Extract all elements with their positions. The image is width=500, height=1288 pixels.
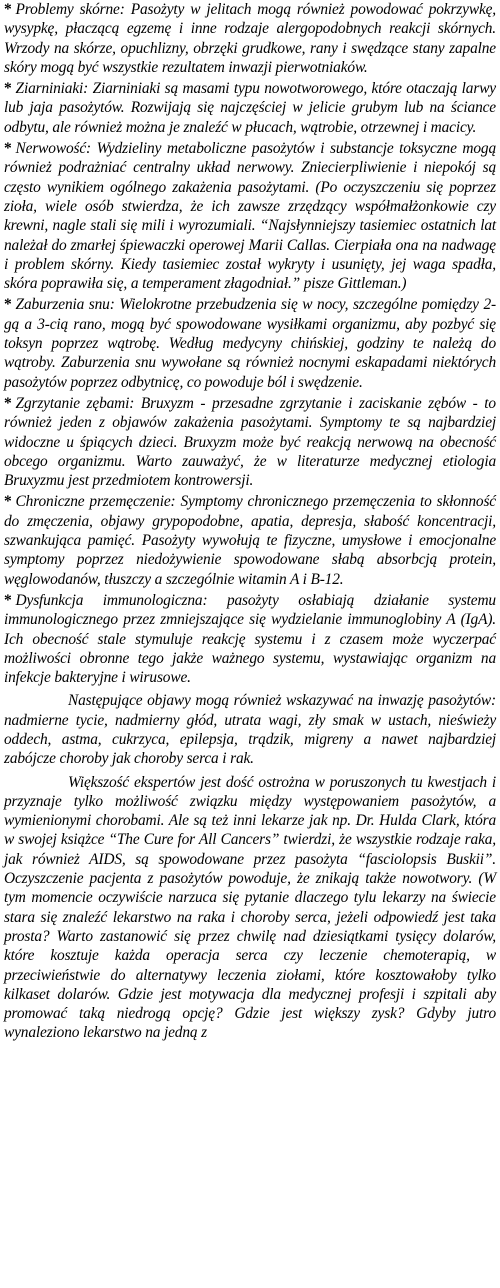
list-item-skin-problems: [4, 0, 496, 77]
item-text: pasożyty osłabiają działanie systemu immunologicznego przez zmniejszające się wydzielanie immunoglobiny A (IgA). Ich obecność stale stymuluje reakcję systemu i z czasem może wyczerpać możliwości obronne tego jakże ważnego systemu, wystawiając organizm na infekcje bakteryjne i wirusowe.: [4, 591, 496, 687]
item-title: Problemy skórne:: [15, 1, 125, 18]
bullet: *: [4, 1, 12, 18]
item-text: Wielokrotne przebudzenia się w nocy, szczególne pomiędzy 2-gą a 3-cią rano, mogą być spowodowane wysiłkami organizmu, aby pozbyć się toksyn poprzez wątrobę. Według medycyny chińskiej, godziny te należą do wątroby. Zaburzenia snu wywołane są również nocnymi eskapadami niektórych pasożytów poprzez odbytnicę, co powoduje ból i swędzenie.: [4, 296, 496, 391]
list-item-nervousness: [4, 139, 496, 293]
item-title: Chroniczne przemęczenie:: [15, 493, 176, 511]
document-page: [4, 0, 496, 1047]
item-title: Dysfunkcja immunologiczna:: [15, 591, 208, 609]
list-item-teeth-grinding: [4, 394, 496, 490]
bullet: *: [4, 591, 12, 609]
item-text: Bruxyzm - przesadne zgrzytanie i zaciskanie zębów - to również jeden z objawów zakażenia pasożytami. Symptomy te są najbardziej widoczne u śpiących dzieci. Bruxyzm może być reakcją nerwową na obecność obcego organizmu. Warto zauważyć, że w literaturze medycznej etiologia Bruxyzmu jest przedmiotem kontrowersji.: [4, 394, 496, 490]
item-title: Nerwowość:: [15, 140, 92, 158]
item-title: Zaburzenia snu:: [15, 296, 115, 314]
item-text: Wydzieliny metaboliczne pasożytów i substancje toksyczne mogą również podrażniać centralny układ nerwowy. Zniecierpliwienie i niepokój są często wynikiem ogólnego zakażenia pasożytami. (Po oczyszczeniu się poprzez zioła, wiele osób stwierdza, że ich zawsze zrzędzący współmałżonkowie czy krewni, nagle stali się mili i wyrozumiali. “Najsłynniejszy tasiemiec ostatnich lat należał do zmarłej śpiewaczki operowej Marii Callas. Cierpiała ona na nadwagę i problem skórny. Kiedy tasiemiec został wykryty i usunięty, jej waga spadła, skóra poprawiła się, a temperament złagodniał.” pisze Gittleman.): [4, 140, 496, 293]
bullet: *: [4, 80, 12, 98]
list-item-chronic-fatigue: [4, 492, 496, 588]
paragraph-other-symptoms: Następujące objawy mogą również wskazywać na inwazję pasożytów: nadmierne tycie, nadmierny głód, utrata wagi, zły smak w ustach, nieświeży oddech, astma, cukrzyca, epilepsja, trądzik, migreny a nawet najbardziej zabójcze choroby jak choroby serca i rak.: [4, 692, 496, 768]
list-item-granulomas: [4, 79, 496, 137]
item-title: Zgrzytanie zębami:: [15, 394, 135, 412]
bullet: *: [4, 394, 12, 412]
item-text: Symptomy chronicznego przemęczenia to skłonność do zmęczenia, objawy grypopodobne, apatia, depresja, słabość koncentracji, szwankująca pamięć. Pasożyty wywołują te fizyczne, umysłowe i emocjonalne symptomy poprzez niedożywienie spowodowane słabą absorbcją protein, węglowodanów, tłuszczy a szczególnie witamin A i B-12.: [4, 493, 496, 588]
list-item-sleep-disorders: [4, 295, 496, 391]
item-text: Ziarniniaki są masami typu nowotworowego, które otaczają larwy lub jaja pasożytów. Rozwijają się najczęściej w jelicie grubym lub na ściance odbytu, ale również można je znaleźć w płucach, wątrobie, otrzewnej i macicy.: [4, 80, 496, 136]
item-text: Pasożyty w jelitach mogą również powodować pokrzywkę, wysypkę, płaczącą egzemę i inne rodzaje alergopodobnych reakcji skórnych. Wrzody na skórze, opuchlizny, obrzęki grudkowe, rany i swędzące stany zapalne skóry mogą być wszystkie rezultatem inwazji pierwotniaków.: [4, 1, 497, 76]
paragraph-experts: Większość ekspertów jest dość ostrożna w poruszonych tu kwestjach i przyznaje tylko możliwość związku między występowaniem pasożytów, a wymienionymi chorobami. Ale są też inni lekarze jak np. Dr. Hulda Clark, która w swojej książce “The Cure for All Cancers” twierdzi, że wszystkie rodzaje raka, jak również AIDS, są spowodowane przez pasożyta “fasciolopsis Buskii”. Oczyszczenie pacjenta z pasożytów powoduje, że znikają także nowotwory. (W tym momencie oczywiście narzuca się pytanie dlaczego tylu lekarzy na świecie stara się znaleźć lekarstwo na raka i choroby serca, jeżeli odpowiedź jest taka prosta? Warto zastanowić się przez chwilę nad dziesiątkami tysięcy dolarów, które kosztuje każda operacja serca czy leczenie chemoterapią, w przeciwieństwie do alternatywy leczenia ziołami, które kosztowałoby tylko kilkaset dolarów. Gdzie jest motywacja dla medycznej profesji i szpitali aby promować taką niedrogą opcję? Gdzie jest większy zysk? Gdyby jutro wynaleziono lekarstwo na jedną z: [4, 773, 496, 1042]
bullet: *: [4, 140, 12, 158]
bullet: *: [4, 296, 12, 314]
list-item-immune-dysfunction: [4, 591, 496, 687]
bullet: *: [4, 493, 12, 511]
item-title: Ziarniniaki:: [15, 80, 89, 98]
